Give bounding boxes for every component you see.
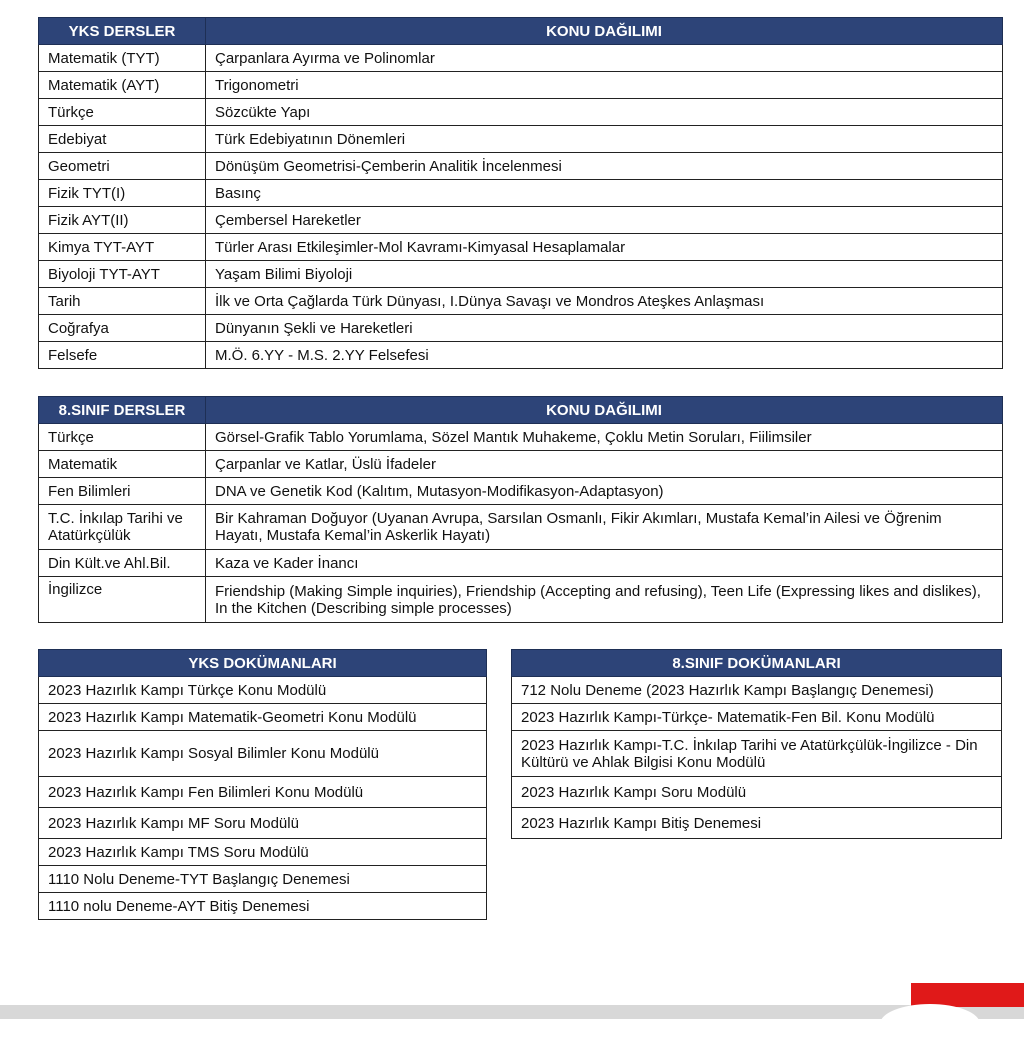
topic-cell: Türk Edebiyatının Dönemleri (206, 126, 1003, 153)
table-row (39, 342, 1003, 369)
list-item (512, 677, 1002, 704)
course-cell: Geometri (39, 153, 206, 180)
table-row (39, 45, 1003, 72)
table-row (39, 451, 1003, 478)
course-cell: Tarih (39, 288, 206, 315)
course-cell: Türkçe (39, 424, 206, 451)
topic-cell: M.Ö. 6.YY - M.S. 2.YY Felsefesi (206, 342, 1003, 369)
course-cell: Matematik (39, 451, 206, 478)
table-row (39, 424, 1003, 451)
list-item (39, 731, 487, 777)
footer-arc-shape (880, 1004, 980, 1044)
table-row (39, 126, 1003, 153)
course-cell: Fen Bilimleri (39, 478, 206, 505)
topic-cell: DNA ve Genetik Kod (Kalıtım, Mutasyon-Modifikasyon-Adaptasyon) (206, 478, 1003, 505)
table-row (39, 478, 1003, 505)
topic-cell: İlk ve Orta Çağlarda Türk Dünyası, I.Dünya Savaşı ve Mondros Ateşkes Anlaşması (206, 288, 1003, 315)
list-item (39, 704, 487, 731)
grade8-topics-table (38, 396, 1003, 623)
course-cell: T.C. İnkılap Tarihi ve Atatürkçülük (39, 505, 206, 550)
document-cell: 2023 Hazırlık Kampı TMS Soru Modülü (39, 839, 487, 866)
table-row (39, 234, 1003, 261)
table-row (39, 505, 1003, 550)
list-item (512, 704, 1002, 731)
course-cell: Kimya TYT-AYT (39, 234, 206, 261)
table-row (39, 207, 1003, 234)
document-cell: 2023 Hazırlık Kampı Bitiş Denemesi (512, 808, 1002, 839)
table-row (39, 153, 1003, 180)
topic-cell: Bir Kahraman Doğuyor (Uyanan Avrupa, Sarsılan Osmanlı, Fikir Akımları, Mustafa Kemal’in Ailesi ve Öğrenim Hayatı, Mustafa Kemal’in Askerlik Hayatı) (206, 505, 1003, 550)
topic-cell: Basınç (206, 180, 1003, 207)
footer-bar (0, 1005, 1024, 1019)
yks-documents-header: YKS DOKÜMANLARI (39, 650, 487, 677)
table-row (39, 288, 1003, 315)
topic-cell: Dönüşüm Geometrisi-Çemberin Analitik İncelenmesi (206, 153, 1003, 180)
document-cell: 2023 Hazırlık Kampı Fen Bilimleri Konu Modülü (39, 777, 487, 808)
topic-cell: Friendship (Making Simple inquiries), Friendship (Accepting and refusing), Teen Life (Expressing likes and dislikes), In the Kitchen (Describing simple processes) (206, 577, 1003, 623)
topic-cell: Çembersel Hareketler (206, 207, 1003, 234)
course-cell: Türkçe (39, 99, 206, 126)
grade8-topics-header: KONU DAĞILIMI (206, 397, 1003, 424)
document-cell: 1110 nolu Deneme-AYT Bitiş Denemesi (39, 893, 487, 920)
table-row (39, 180, 1003, 207)
list-item (512, 777, 1002, 808)
course-cell: İngilizce (39, 577, 206, 623)
yks-courses-header: YKS DERSLER (39, 18, 206, 45)
yks-topics-table (38, 17, 1003, 369)
topic-cell: Çarpanlar ve Katlar, Üslü İfadeler (206, 451, 1003, 478)
list-item (512, 731, 1002, 777)
topic-cell: Sözcükte Yapı (206, 99, 1003, 126)
list-item (39, 866, 487, 893)
grade8-documents-table (511, 649, 1002, 839)
document-cell: 2023 Hazırlık Kampı Sosyal Bilimler Konu Modülü (39, 731, 487, 777)
topic-cell: Dünyanın Şekli ve Hareketleri (206, 315, 1003, 342)
list-item (39, 808, 487, 839)
course-cell: Fizik TYT(I) (39, 180, 206, 207)
list-item (39, 677, 487, 704)
topic-cell: Çarpanlara Ayırma ve Polinomlar (206, 45, 1003, 72)
document-cell: 2023 Hazırlık Kampı-T.C. İnkılap Tarihi ve Atatürkçülük-İngilizce - Din Kültürü ve Ahlak Bilgisi Konu Modülü (512, 731, 1002, 777)
document-cell: 2023 Hazırlık Kampı-Türkçe- Matematik-Fen Bil. Konu Modülü (512, 704, 1002, 731)
table-row (39, 315, 1003, 342)
table-row (39, 550, 1003, 577)
document-cell: 1110 Nolu Deneme-TYT Başlangıç Denemesi (39, 866, 487, 893)
table-row (39, 577, 1003, 623)
document-cell: 712 Nolu Deneme (2023 Hazırlık Kampı Başlangıç Denemesi) (512, 677, 1002, 704)
course-cell: Din Kült.ve Ahl.Bil. (39, 550, 206, 577)
document-cell: 2023 Hazırlık Kampı Matematik-Geometri Konu Modülü (39, 704, 487, 731)
topic-cell: Türler Arası Etkileşimler-Mol Kavramı-Kimyasal Hesaplamalar (206, 234, 1003, 261)
course-cell: Fizik AYT(II) (39, 207, 206, 234)
topic-cell: Trigonometri (206, 72, 1003, 99)
table-row (39, 72, 1003, 99)
topic-cell: Görsel-Grafik Tablo Yorumlama, Sözel Mantık Muhakeme, Çoklu Metin Soruları, Fiilimsiler (206, 424, 1003, 451)
course-cell: Felsefe (39, 342, 206, 369)
course-cell: Matematik (TYT) (39, 45, 206, 72)
document-cell: 2023 Hazırlık Kampı Soru Modülü (512, 777, 1002, 808)
course-cell: Matematik (AYT) (39, 72, 206, 99)
yks-topics-header: KONU DAĞILIMI (206, 18, 1003, 45)
table-row (39, 261, 1003, 288)
topic-cell: Kaza ve Kader İnancı (206, 550, 1003, 577)
course-cell: Coğrafya (39, 315, 206, 342)
yks-documents-table (38, 649, 487, 920)
list-item (39, 839, 487, 866)
grade8-courses-header: 8.SINIF DERSLER (39, 397, 206, 424)
document-cell: 2023 Hazırlık Kampı Türkçe Konu Modülü (39, 677, 487, 704)
course-cell: Edebiyat (39, 126, 206, 153)
grade8-documents-header: 8.SINIF DOKÜMANLARI (512, 650, 1002, 677)
table-row (39, 99, 1003, 126)
topic-cell: Yaşam Bilimi Biyoloji (206, 261, 1003, 288)
list-item (39, 777, 487, 808)
course-cell: Biyoloji TYT-AYT (39, 261, 206, 288)
list-item (39, 893, 487, 920)
document-cell: 2023 Hazırlık Kampı MF Soru Modülü (39, 808, 487, 839)
list-item (512, 808, 1002, 839)
